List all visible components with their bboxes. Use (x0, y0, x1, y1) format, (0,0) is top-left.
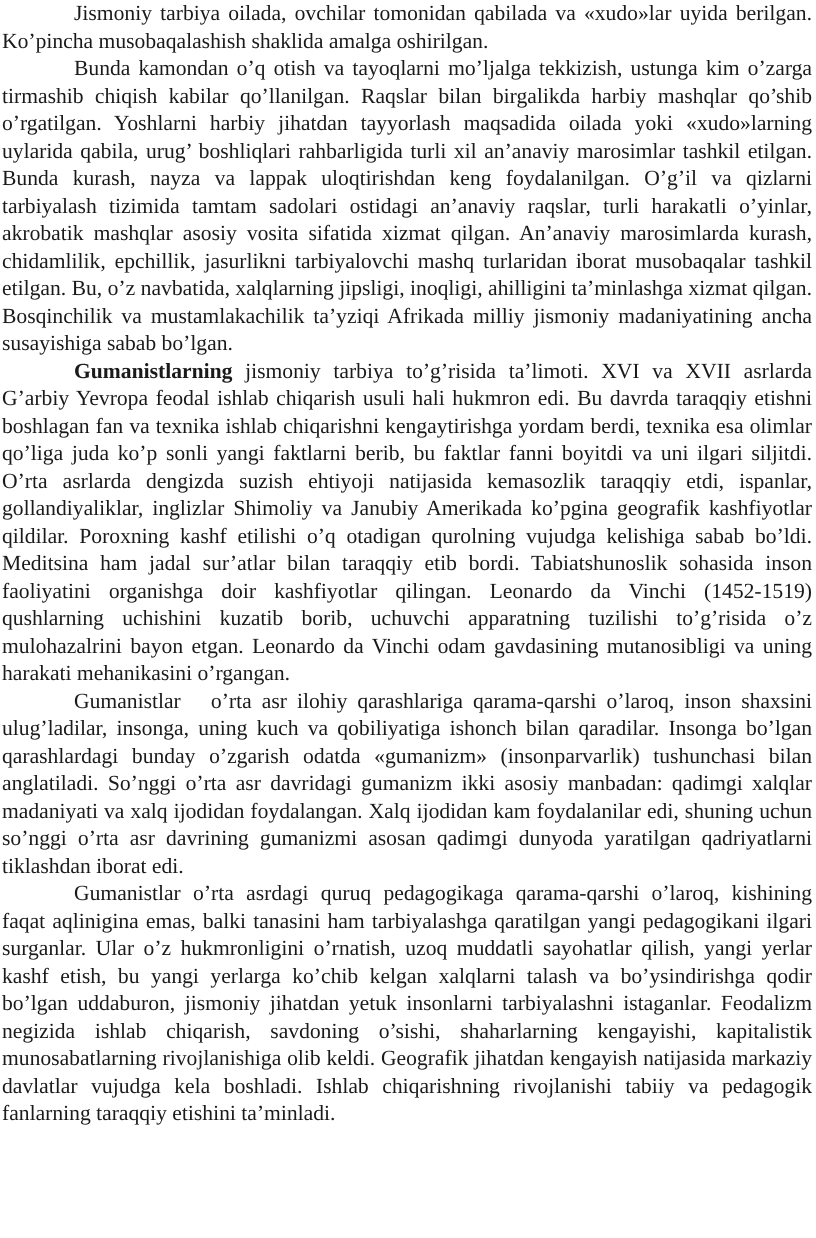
paragraph-1-text: Jismoniy tarbiya oilada, ovchilar tomonidan qabilada va «xudo»lar uyida berilgan. Ko’pincha musobaqalashish shaklida amalga oshirilgan. (2, 1, 812, 53)
paragraph-5 (2, 880, 812, 1128)
section-heading-term: Gumanistlarning (74, 358, 233, 383)
paragraph-4-text: o’rta asr ilohiy qarashlariga qarama-qarshi o’laroq, inson shaxsini ulug’ladilar, insonga, uning kuch va qobiliyatiga ishonch bilan qaradilar. Insonga bo’lgan qarashlardagi bunday o’zgarish odatda «gumanizm» (insonparvarlik) tushunchasi bilan anglatiladi. So’nggi o’rta asr davridagi gumanizm ikki asosiy manbadan: qadimgi xalqlar madaniyati va xalq ijodidan foydalangan. Xalq ijodidan kam foydalanilar edi, shuning uchun so’nggi o’rta asr davrining gumanizmi asosan qadimgi dunyoda yaratilgan qadriyatlarni tiklashdan iborat edi. (2, 688, 812, 878)
paragraph-3-text: jismoniy tarbiya to’g’risida ta’limoti. XVI va XVII asrlarda G’arbiy Yevropa feodal ishlab chiqarish usuli hali hukmron edi. Bu davrda taraqqiy etishni boshlagan fan va texnika ishlab chiqarishni kengaytirishga yordam berdi, texnika esa olimlar qo’liga juda ko’p sonli yangi faktlarni berib, bu faktlar fanni boyitdi va uni ilgari siljitdi. O’rta asrlarda dengizda suzish ehtiyoji natijasida kemasozlik taraqqiy etdi, ispanlar, gollandiyaliklar, inglizlar Shimoliy va Janubiy Amerikada ko’pgina geografik kashfiyotlar qildilar. Poroxning kashf etilishi o’q otadigan qurolning vujudga kelishiga sabab bo’ldi. Meditsina ham jadal sur’atlar bilan taraqqiy etib bordi. Tabiatshunoslik sohasida inson faoliyatini organishga doir kashfiyotlar qilingan. Leonardo da Vinchi (1452-1519) qushlarning uchishini kuzatib borib, uchuvchi apparatning tuzilishi to’g’risida o’z mulohazalrini bayon etgan. Leonardo da Vinchi odam gavdasining mutanosibligi va uning harakati mehanikasini o’rgangan. (2, 358, 812, 685)
paragraph-4 (2, 688, 812, 881)
paragraph-4-lead: Gumanistlar (74, 688, 181, 713)
paragraph-2 (2, 55, 812, 358)
paragraph-3 (2, 358, 812, 688)
paragraph-2-text: Bunda kamondan o’q otish va tayoqlarni mo’ljalga tekkizish, ustunga kim o’zarga tirmashib chiqish kabilar qo’llanilgan. Raqslar bilan birgalikda harbiy mashqlar qo’shib o’rgatilgan. Yoshlarni harbiy jihatdan tayyorlash maqsadida oilada yoki «xudo»larning uylarida qabila, urug’ boshliqlari rahbarligida turli xil an’anaviy marosimlar tashkil etilgan. Bunda kurash, nayza va lappak uloqtirishdan keng foydalanilgan. O’g’il va qizlarni tarbiyalash tizimida tamtam sadolari ostidagi an’anaviy raqslar, turli harakatli o’yinlar, akrobatik mashqlar asosiy vosita sifatida xizmat qilgan. An’anaviy marosimlarda kurash, chidamlilik, epchillik, jasurlikni tarbiyalovchi mashq turlaridan iborat musobaqalar tashkil etilgan. Bu, o’z navbatida, xalqlarning jipsligi, inoqligi, ahilligini ta’minlashga xizmat qilgan. Bosqinchilik va mustamlakachilik ta’yziqi Afrikada milliy jismoniy madaniyatining ancha susayishiga sabab bo’lgan. (2, 56, 812, 355)
paragraph-5-text: Gumanistlar o’rta asrdagi quruq pedagogikaga qarama-qarshi o’laroq, kishining faqat aqlinigina emas, balki tanasini ham tarbiyalashga qaratilgan yangi pedagogikani ilgari surganlar. Ular o’z hukmronligini o’rnatish, uzoq muddatli sayohatlar qilish, yangi yerlar kashf etish, bu yangi yerlarga ko’chib kelgan xalqlarni talash va bo’ysindirishga qodir bo’lgan uddaburon, jismoniy jihatdan yetuk insonlarni tarbiyalashni istaganlar. Feodalizm negizida ishlab chiqarish, savdoning o’sishi, shaharlarning kengayishi, kapitalistik munosabatlarning rivojlanishiga olib keldi. Geografik jihatdan kengayish natijasida markaziy davlatlar vujudga kela boshladi. Ishlab chiqarishning rivojlanishi tabiiy va pedagogik fanlarning taraqqiy etishini ta’minladi. (2, 881, 812, 1125)
paragraph-1 (2, 0, 812, 55)
document-page (2, 0, 812, 1128)
